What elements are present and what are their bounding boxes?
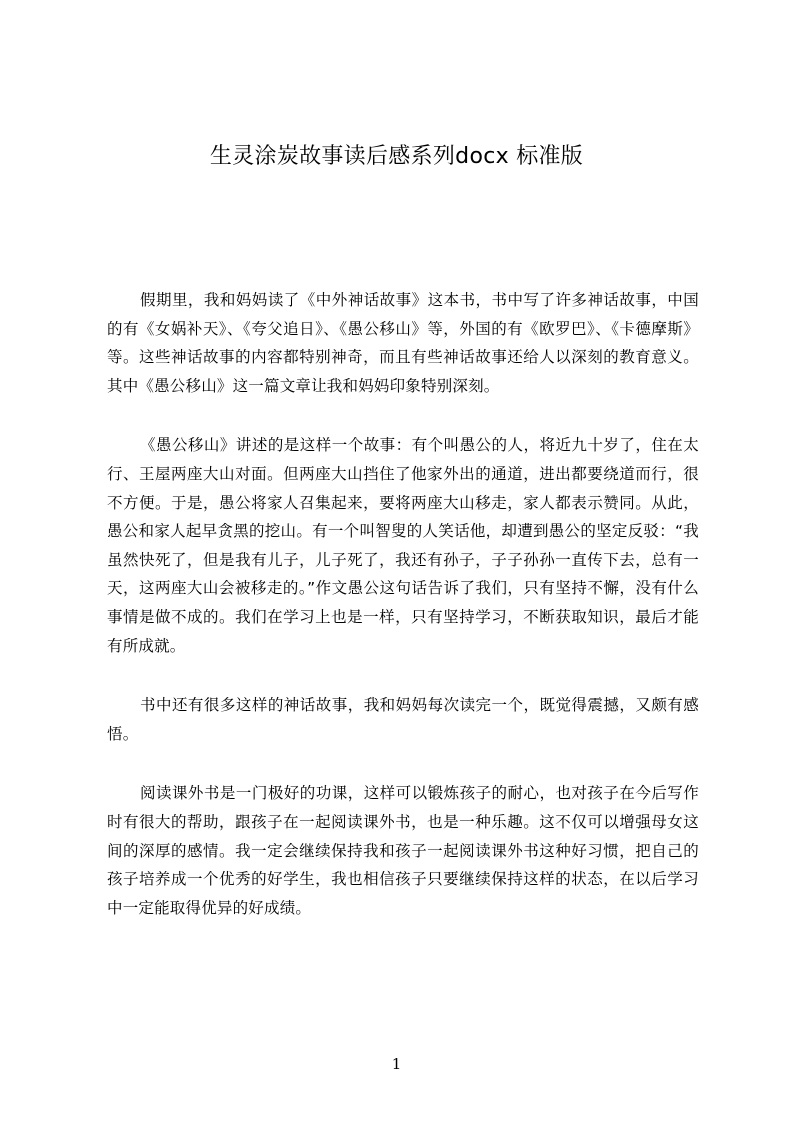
paragraph-conclusion: 阅读课外书是一门极好的功课，这样可以锻炼孩子的耐心，也对孩子在今后写作时有很大的帮助，跟孩子在一起阅读课外书，也是一种乐趣。这不仅可以增强母女这间的深厚的感情。我一定会继续保持我和孩子一起阅读课外书这种好习惯，把自己的孩子培养成一个优秀的好学生，我也相信孩子只要继续保持这样的状态，在以后学习中一定能取得优异的好成绩。 xyxy=(107,784,699,917)
paragraph-story: 《愚公移山》讲述的是这样一个故事：有个叫愚公的人，将近九十岁了，住在太行、王屋两座大山对面。但两座大山挡住了他家外出的通道，进出都要绕道而行，很不方便。于是，愚公将家人召集起来，要将两座大山移走，家人都表示赞同。从此，愚公和家人起早贪黑的挖山。有一个叫智叟的人笑话他，却遭到愚公的坚定反驳：“我虽然快死了，但是我有儿子，儿子死了，我还有孙子，子子孙孙一直传下去，总有一天，这两座大山会被移走的。”作文愚公这句话告诉了我们，只有坚持不懈，没有什么事情是做不成的。我们在学习上也是一样，只有坚持学习，不断获取知识，最后才能有所成就。 xyxy=(107,436,699,655)
paragraph-feelings: 书中还有很多这样的神话故事，我和妈妈每次读完一个，既觉得震撼，又颇有感悟。 xyxy=(107,696,699,743)
document-body xyxy=(107,286,699,953)
paragraph-intro: 假期里，我和妈妈读了《中外神话故事》这本书，书中写了许多神话故事，中国的有《女娲补天》、《夸父追日》、《愚公移山》等，外国的有《欧罗巴》、《卡德摩斯》等。这些神话故事的内容都特别神奇，而且有些神话故事还给人以深刻的教育意义。其中《愚公移山》这一篇文章让我和妈妈印象特别深刻。 xyxy=(107,291,699,395)
document-title: 生灵涂炭故事读后感系列docx 标准版 xyxy=(209,144,584,169)
page-number: 1 xyxy=(391,1055,402,1073)
